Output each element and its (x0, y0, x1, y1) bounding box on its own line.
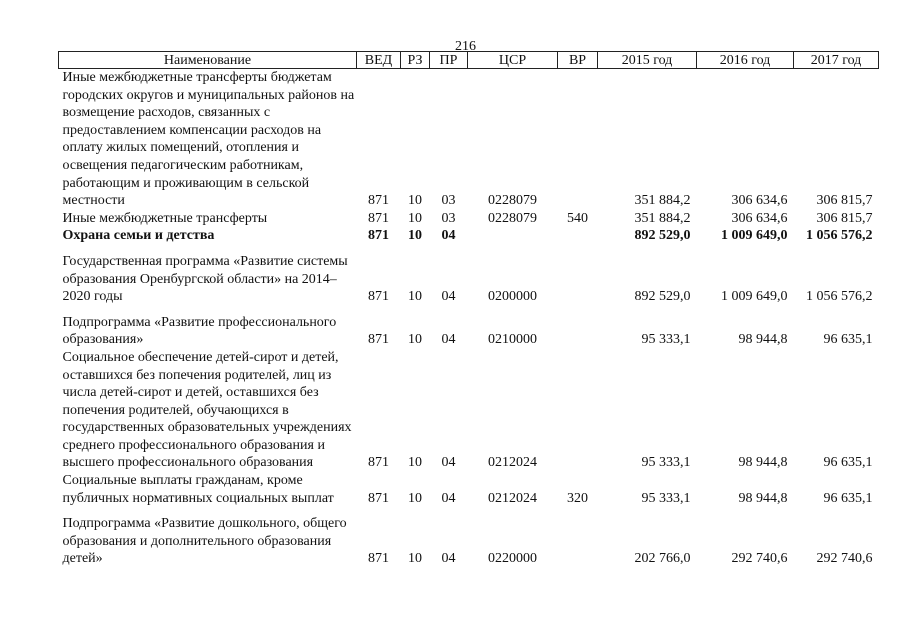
row-value-2017: 306 815,7 (816, 210, 873, 226)
row-csr: 0200000 (488, 289, 537, 305)
header-vr: ВР (558, 52, 598, 69)
row-value-2015: 351 884,2 (634, 193, 691, 209)
table-row (59, 245, 879, 306)
row-vr: 320 (567, 490, 588, 506)
row-value-2017: 292 740,6 (816, 551, 873, 567)
row-pr: 04 (441, 228, 456, 244)
row-value-2016: 306 634,6 (731, 210, 788, 226)
row-name: Охрана семьи и детства (62, 228, 215, 244)
page-number: 216 (455, 39, 476, 54)
table-row (59, 69, 879, 210)
row-vr (558, 227, 598, 245)
row-csr (468, 227, 558, 245)
row-value-2015: 95 333,1 (641, 332, 691, 348)
header-ved: ВЕД (357, 52, 401, 69)
row-vr (558, 349, 598, 472)
row-rz: 10 (408, 210, 422, 226)
row-ved: 871 (368, 490, 389, 506)
row-csr: 0212024 (488, 490, 537, 506)
header-csr: ЦСР (468, 52, 558, 69)
row-value-2015: 351 884,2 (634, 210, 691, 226)
row-value-2015: 95 333,1 (641, 490, 691, 506)
row-vr (558, 507, 598, 568)
table-row (59, 210, 879, 228)
row-rz: 10 (408, 193, 422, 209)
row-ved: 871 (368, 455, 389, 471)
row-value-2017: 306 815,7 (816, 193, 873, 209)
row-pr: 04 (441, 490, 456, 506)
row-name: Подпрограмма «Развитие дошкольного, общего образования и дополнительного образования детей» (62, 516, 347, 567)
row-value-2016: 1 009 649,0 (721, 228, 788, 244)
row-name: Социальное обеспечение детей-сирот и детей, оставшихся без попечения родителей, лиц из числа детей-сирот и детей, оставшихся без попечения родителей, обучающихся в государственных образовательных учреждениях среднего профессионального образования и высшего профессионального образования (62, 349, 352, 471)
row-rz: 10 (408, 228, 422, 244)
row-value-2017: 96 635,1 (823, 455, 873, 471)
header-pr: ПР (430, 52, 468, 69)
row-value-2016: 98 944,8 (738, 490, 788, 506)
row-pr: 04 (441, 551, 456, 567)
table-row (59, 227, 879, 245)
row-vr (558, 245, 598, 306)
row-vr: 540 (567, 210, 588, 226)
row-value-2017: 1 056 576,2 (806, 228, 873, 244)
row-ved: 871 (368, 332, 389, 348)
row-value-2016: 306 634,6 (731, 193, 788, 209)
row-name: Государственная программа «Развитие системы образования Оренбургской области» на 2014–2020 годы (62, 253, 348, 305)
row-value-2017: 96 635,1 (823, 332, 873, 348)
table-row (59, 472, 879, 507)
header-2015: 2015 год (598, 52, 697, 69)
row-csr: 0210000 (488, 332, 537, 348)
row-csr: 0220000 (488, 551, 537, 567)
header-2016: 2016 год (697, 52, 794, 69)
row-value-2016: 292 740,6 (731, 551, 788, 567)
row-vr (558, 69, 598, 210)
row-pr: 04 (441, 455, 456, 471)
row-vr (558, 306, 598, 349)
row-pr: 04 (441, 332, 456, 348)
row-value-2017: 96 635,1 (823, 490, 873, 506)
row-ved: 871 (368, 228, 389, 244)
row-rz: 10 (408, 455, 422, 471)
table-header-row (59, 52, 879, 69)
row-value-2016: 98 944,8 (738, 332, 788, 348)
row-csr: 0228079 (488, 193, 537, 209)
row-value-2017: 1 056 576,2 (806, 289, 873, 305)
row-value-2015: 202 766,0 (634, 551, 691, 567)
header-2017: 2017 год (794, 52, 879, 69)
row-value-2016: 1 009 649,0 (721, 289, 788, 305)
row-ved: 871 (368, 193, 389, 209)
row-rz: 10 (408, 289, 422, 305)
header-name: Наименование (59, 52, 357, 69)
table-row (59, 349, 879, 472)
row-csr: 0212024 (488, 455, 537, 471)
row-rz: 10 (408, 332, 422, 348)
budget-table (58, 51, 879, 568)
row-pr: 03 (441, 193, 456, 209)
row-name: Иные межбюджетные трансферты (62, 210, 268, 226)
row-pr: 04 (441, 289, 456, 305)
row-pr: 03 (441, 210, 456, 226)
row-value-2015: 892 529,0 (634, 228, 691, 244)
table-row (59, 507, 879, 568)
table-row (59, 306, 879, 349)
row-name: Подпрограмма «Развитие профессионального образования» (62, 314, 337, 348)
row-ved: 871 (368, 551, 389, 567)
row-rz: 10 (408, 551, 422, 567)
row-ved: 871 (368, 210, 389, 226)
row-name: Иные межбюджетные трансферты бюджетам городских округов и муниципальных районов на возмещение расходов, связанных с предоставлением компенсации расходов на оплату жилых помещений, отопления и освещения педагогическим работникам, работающим и проживающим в сельской местности (62, 70, 355, 209)
row-ved: 871 (368, 289, 389, 305)
row-value-2015: 95 333,1 (641, 455, 691, 471)
row-rz: 10 (408, 490, 422, 506)
row-name: Социальные выплаты гражданам, кроме публичных нормативных социальных выплат (62, 473, 334, 506)
row-csr: 0228079 (488, 210, 537, 226)
header-rz: РЗ (401, 52, 430, 69)
row-value-2015: 892 529,0 (634, 289, 691, 305)
row-value-2016: 98 944,8 (738, 455, 788, 471)
